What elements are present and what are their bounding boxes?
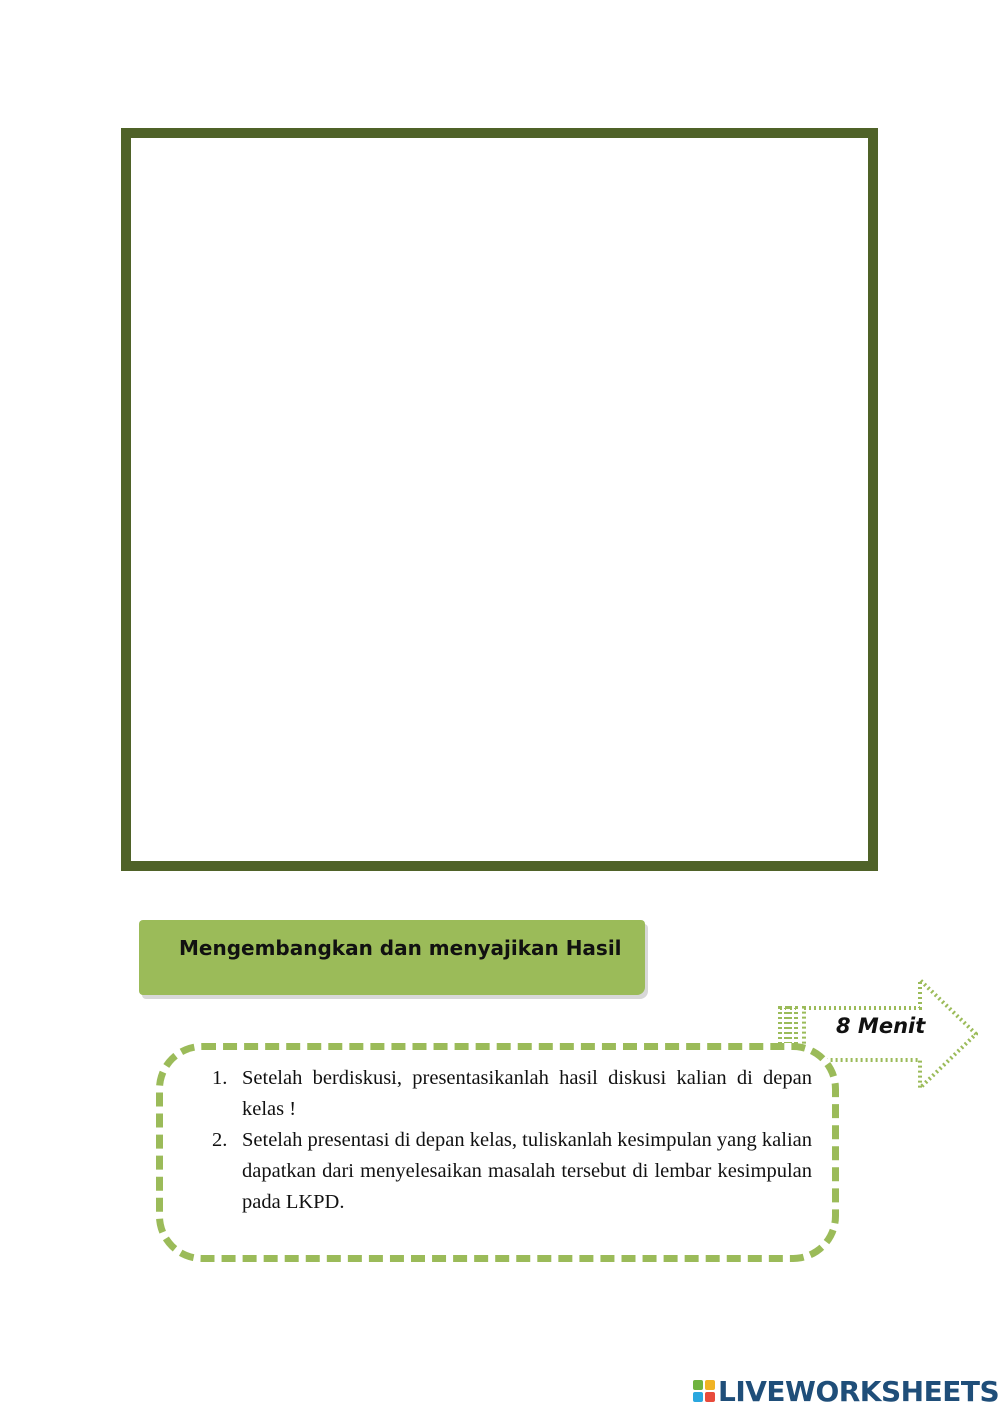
brand-footer (693, 1374, 999, 1408)
step-text: Setelah berdiskusi, presentasikanlah hasil diskusi kalian di depan kelas ! (242, 1067, 812, 1120)
step-text: Setelah presentasi di depan kelas, tuliskanlah kesimpulan yang kalian dapatkan dari menyelesaikan masalah tersebut di lembar kesimpulan pada LKPD. (242, 1129, 812, 1213)
instruction-list (210, 1063, 812, 1218)
section-title: Mengembangkan dan menyajikan Hasil (179, 936, 622, 960)
answer-frame[interactable] (121, 128, 878, 871)
brand-name: LIVEWORKSHEETS (718, 1374, 1000, 1408)
duration-label: 8 Menit (836, 1014, 926, 1038)
list-item (210, 1125, 812, 1218)
step-number: 2. (212, 1129, 228, 1151)
section-header (139, 920, 645, 995)
step-number: 1. (212, 1067, 228, 1089)
liveworksheets-logo-icon (693, 1380, 715, 1402)
list-item (210, 1063, 812, 1125)
